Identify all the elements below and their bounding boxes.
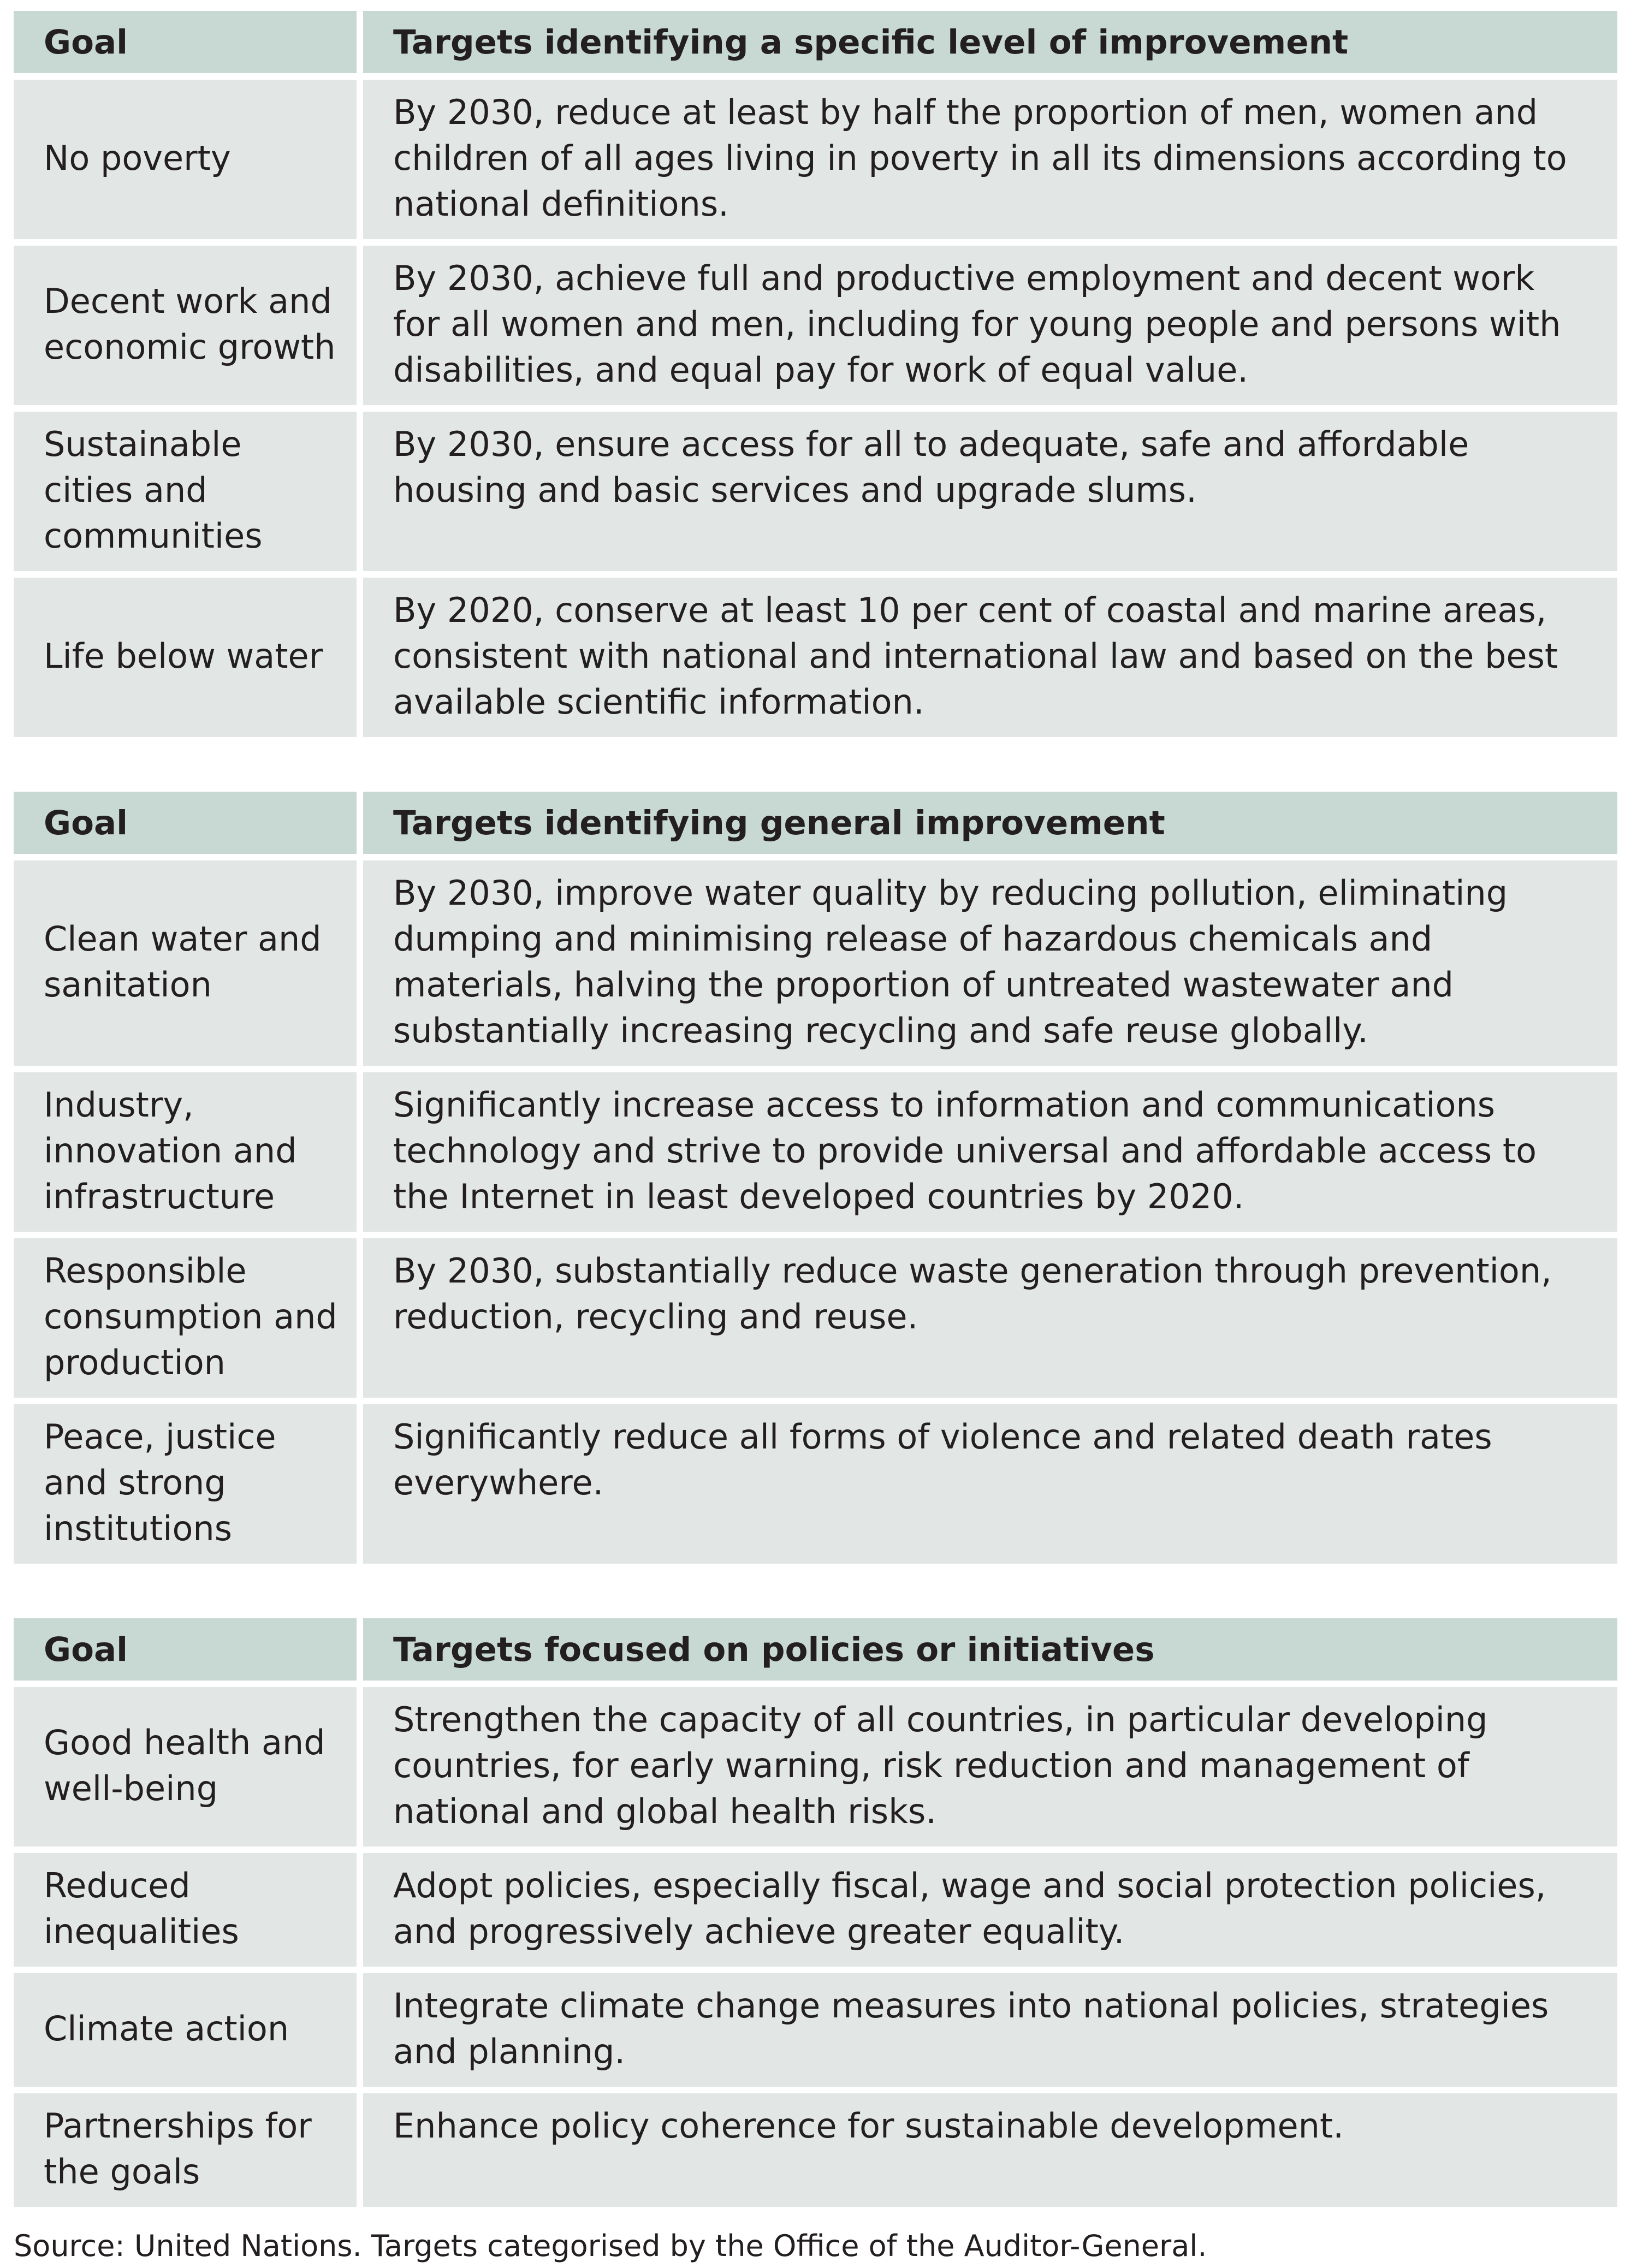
goal-cell: Good health and well-being xyxy=(14,1681,363,1847)
table-row xyxy=(14,854,1617,1066)
targets-general-table xyxy=(14,792,1617,1564)
table-row xyxy=(14,1066,1617,1232)
table-row xyxy=(14,239,1617,405)
table-header-row xyxy=(14,792,1617,854)
table-header-row xyxy=(14,1618,1617,1681)
target-column-header: Targets focused on policies or initiatives xyxy=(363,1618,1617,1681)
target-column-header: Targets identifying a specific level of improvement xyxy=(363,11,1617,73)
table-row xyxy=(14,73,1617,239)
target-cell: Strengthen the capacity of all countries, in particular developing countries, for early warning, risk reduction and management of national and global health risks. xyxy=(363,1681,1617,1847)
target-cell: By 2020, conserve at least 10 per cent of coastal and marine areas, consistent with national and international law and based on the best available scientific information. xyxy=(363,571,1617,737)
goal-cell: Industry, innovation and infrastructure xyxy=(14,1066,363,1232)
goal-cell: Sustainable cities and communities xyxy=(14,405,363,571)
target-cell: Integrate climate change measures into national policies, strategies and planning. xyxy=(363,1967,1617,2087)
goal-column-header: Goal xyxy=(14,1618,363,1681)
goal-cell: Partnerships for the goals xyxy=(14,2087,363,2207)
target-cell: Significantly increase access to information and communications technology and strive to provide universal and affordable access to the Internet in least developed countries by 2020. xyxy=(363,1066,1617,1232)
goal-column-header: Goal xyxy=(14,11,363,73)
goal-cell: No poverty xyxy=(14,73,363,239)
target-cell: By 2030, improve water quality by reducing pollution, eliminating dumping and minimising release of hazardous chemicals and materials, halving the proportion of untreated wastewater and substantially increasing recycling and safe reuse globally. xyxy=(363,854,1617,1066)
table-row xyxy=(14,1967,1617,2087)
goal-cell: Clean water and sanitation xyxy=(14,854,363,1066)
goal-cell: Peace, justice and strong institutions xyxy=(14,1398,363,1564)
target-cell: By 2030, reduce at least by half the proportion of men, women and children of all ages living in poverty in all its dimensions according to national definitions. xyxy=(363,73,1617,239)
target-cell: By 2030, achieve full and productive employment and decent work for all women and men, including for young people and persons with disabilities, and equal pay for work of equal value. xyxy=(363,239,1617,405)
source-note: Source: United Nations. Targets categorised by the Office of the Auditor-General. xyxy=(14,2229,1207,2263)
goal-column-header: Goal xyxy=(14,792,363,854)
goal-cell: Climate action xyxy=(14,1967,363,2087)
target-cell: By 2030, substantially reduce waste generation through prevention, reduction, recycling and reuse. xyxy=(363,1232,1617,1398)
table-row xyxy=(14,1847,1617,1967)
target-cell: Significantly reduce all forms of violence and related death rates everywhere. xyxy=(363,1398,1617,1564)
targets-specific-table xyxy=(14,11,1617,737)
goal-cell: Reduced inequalities xyxy=(14,1847,363,1967)
goal-cell: Responsible consumption and production xyxy=(14,1232,363,1398)
table-row xyxy=(14,571,1617,737)
table-row xyxy=(14,2087,1617,2207)
table-header-row xyxy=(14,11,1617,73)
goal-cell: Decent work and economic growth xyxy=(14,239,363,405)
table-row xyxy=(14,1398,1617,1564)
table-row xyxy=(14,405,1617,571)
target-cell: By 2030, ensure access for all to adequate, safe and affordable housing and basic services and upgrade slums. xyxy=(363,405,1617,571)
table-row xyxy=(14,1232,1617,1398)
target-cell: Enhance policy coherence for sustainable development. xyxy=(363,2087,1617,2207)
target-cell: Adopt policies, especially fiscal, wage and social protection policies, and progressively achieve greater equality. xyxy=(363,1847,1617,1967)
targets-policies-table xyxy=(14,1618,1617,2207)
goal-cell: Life below water xyxy=(14,571,363,737)
target-column-header: Targets identifying general improvement xyxy=(363,792,1617,854)
document-page xyxy=(14,11,1617,2268)
table-row xyxy=(14,1681,1617,1847)
